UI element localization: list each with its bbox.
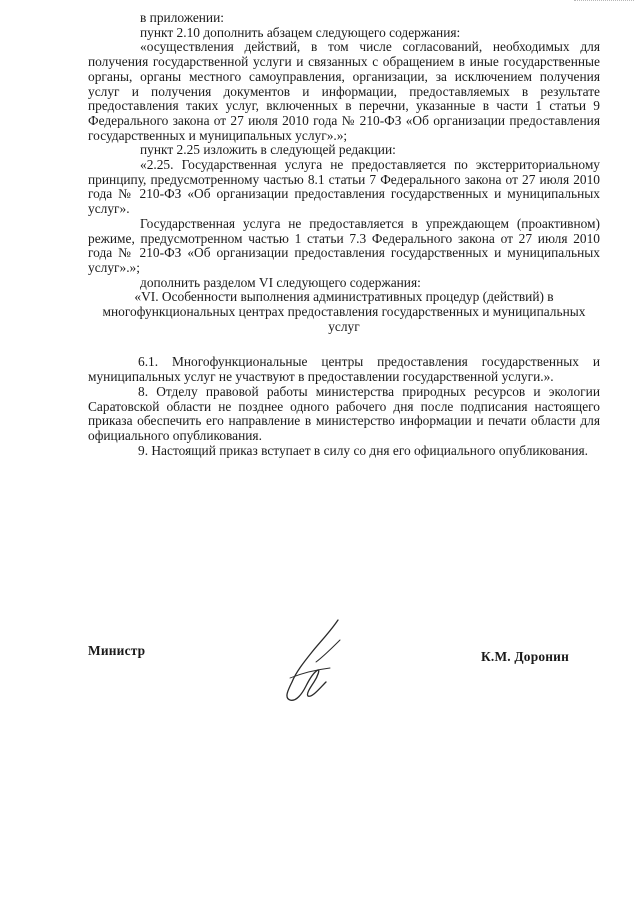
scan-corner-mark: [574, 0, 634, 4]
paragraph: 8. Отделу правовой работы министерства природных ресурсов и экологии Саратовской области не позднее одного рабочего дня после подписания настоящего приказа обеспечить его направление в министерство информации и печати области для официального опубликования.: [88, 383, 600, 443]
paragraph: в приложении:: [140, 10, 224, 25]
paragraph: пункт 2.10 дополнить абзацем следующего содержания:: [140, 24, 461, 40]
paragraph: 6.1. Многофункциональные центры предоставления государственных и муниципальных услуг не участвуют в предоставлении государственной услуги.».: [88, 354, 600, 385]
paragraph: дополнить разделом VI следующего содержания:: [140, 274, 421, 290]
paragraph: пункт 2.25 изложить в следующей редакции:: [140, 142, 396, 158]
handwritten-signature: [270, 612, 360, 712]
paragraph: 9. Настоящий приказ вступает в силу со дня его официального опубликования.: [138, 442, 588, 458]
document-body: [88, 11, 600, 458]
signatory-role: Министр: [88, 643, 146, 658]
paragraph: «2.25. Государственная услуга не предоставляется по экстерриториальному принципу, предусмотренному частью 8.1 статьи 7 Федерального закона от 27 июля 2010 года № 210-ФЗ «Об организации предоставления государственных и муниципальных услуг».: [88, 157, 600, 217]
spacer: [88, 334, 600, 355]
paragraph: Государственная услуга не предоставляется в упреждающем (проактивном) режиме, предусмотренном частью 1 статьи 7.3 Федерального закона от 27 июля 2010 года № 210-ФЗ «Об организации предоставления государственных и муниципальных услуг».»;: [88, 215, 600, 275]
section-heading: «VI. Особенности выполнения административных процедур (действий) в многофункциональных центрах предоставления государственных и муниципальных услуг: [102, 289, 586, 334]
paragraph: «осуществления действий, в том числе согласований, необходимых для получения государственной услуги и связанных с обращением в иные государственные органы, органы местного самоуправления, организации, за исключением получения услуг и получения документов и информации, предоставляемых в результате предоставления таких услуг, включенных в перечни, указанные в части 1 статьи 9 Федерального закона от 27 июля 2010 года № 210-ФЗ «Об организации предоставления государственных и муниципальных услуг».»;: [88, 39, 600, 143]
signatory-name: К.М. Доронин: [481, 649, 569, 664]
